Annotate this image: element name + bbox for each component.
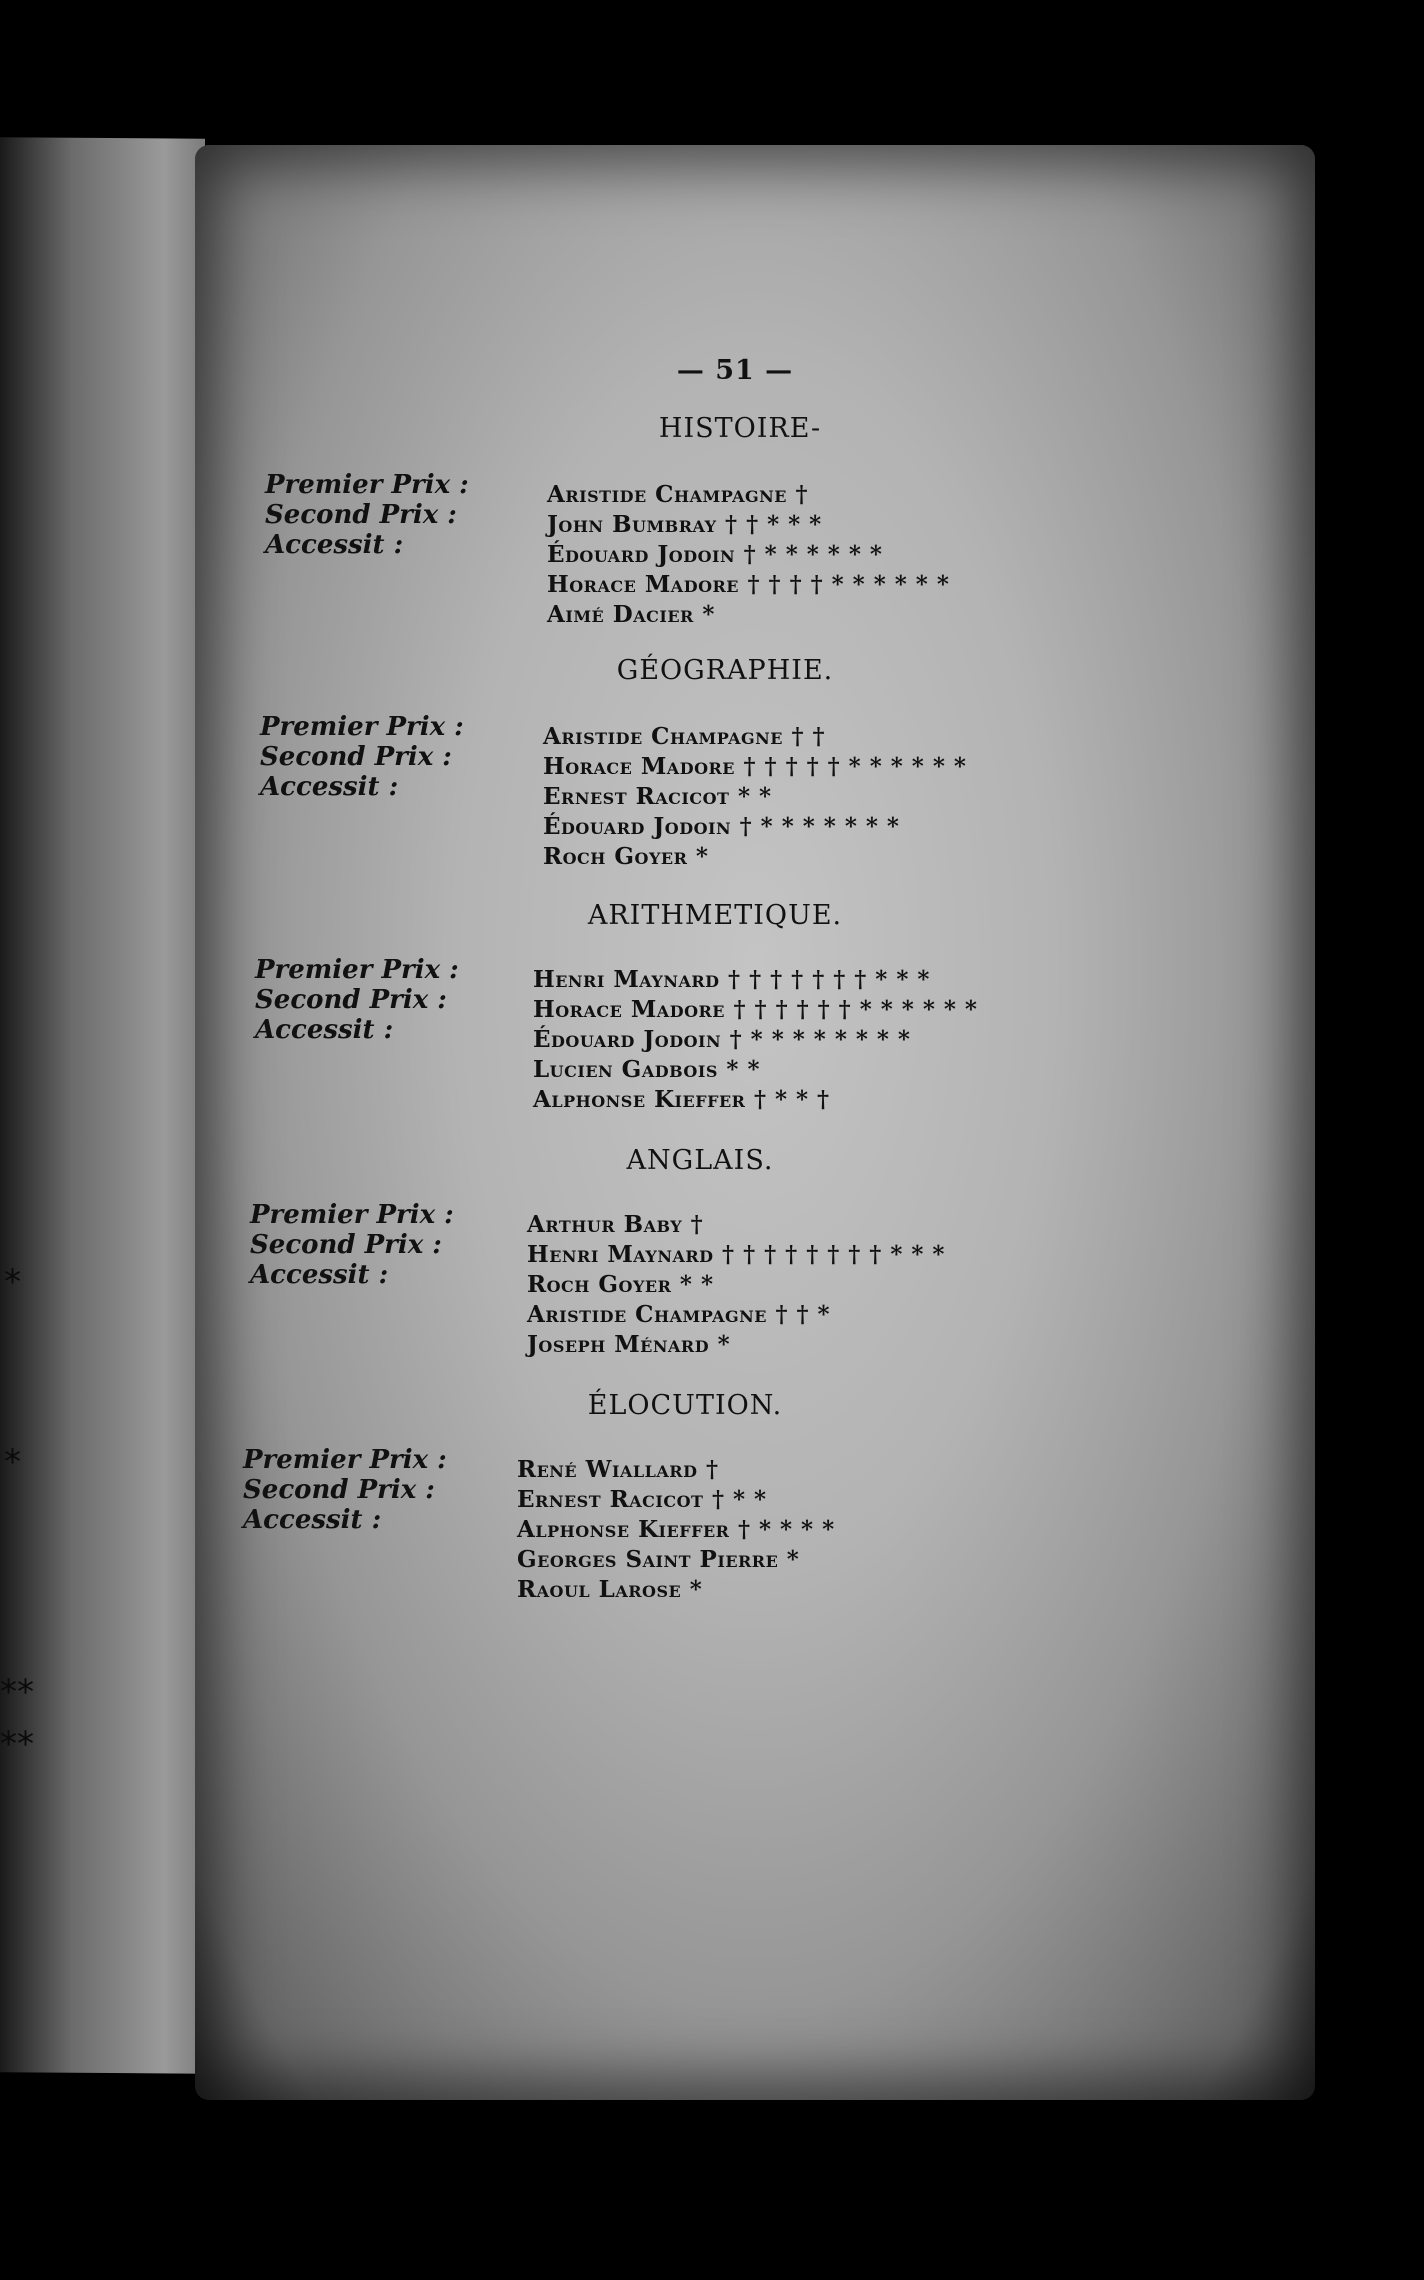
prize-labels	[255, 955, 495, 1045]
left-page-edge	[0, 137, 205, 2073]
winner-entry: Joseph Ménard *	[527, 1331, 731, 1358]
prize-labels	[265, 470, 505, 560]
winner-entry: John Bumbray † † * * *	[547, 511, 822, 538]
accessit-label: Accessit :	[255, 1015, 394, 1045]
prize-labels	[260, 712, 500, 802]
winner-entry: Lucien Gadbois * *	[533, 1056, 760, 1083]
winner-entry: Horace Madore † † † † † † * * * * * *	[533, 996, 978, 1023]
winner-entry: Horace Madore † † † † † * * * * * *	[543, 753, 967, 780]
book-page	[195, 145, 1315, 2100]
winner-entry: Édouard Jodoin † * * * * * * *	[543, 813, 900, 840]
winner-entry: Raoul Larose *	[517, 1576, 703, 1603]
winner-entry: Alphonse Kieffer † * * †	[533, 1086, 830, 1113]
winner-entry: Henri Maynard † † † † † † † * * *	[533, 966, 930, 993]
winner-entry: Horace Madore † † † † * * * * * *	[547, 571, 950, 598]
winner-entry: Aristide Champagne † †	[543, 723, 826, 750]
accessit-label: Accessit :	[250, 1260, 389, 1290]
winner-entry: Ernest Racicot † * *	[517, 1486, 767, 1513]
accessit-label: Accessit :	[265, 530, 404, 560]
page-number: — 51 —	[676, 355, 794, 386]
winner-list	[543, 722, 1103, 872]
winner-entry: Édouard Jodoin † * * * * * * * *	[533, 1026, 911, 1053]
winner-entry: Édouard Jodoin † * * * * * *	[547, 541, 883, 568]
premier-prix-label: Premier Prix :	[260, 712, 464, 742]
left-page-mark: **	[0, 1724, 34, 1765]
section-title: ÉLOCUTION.	[587, 1390, 783, 1421]
winner-entry: Aristide Champagne †	[547, 481, 808, 508]
section-title: ANGLAIS.	[626, 1145, 774, 1176]
left-page-mark: *	[4, 1262, 21, 1303]
winner-entry: Aimé Dacier *	[547, 601, 715, 628]
winner-entry: Ernest Racicot * *	[543, 783, 772, 810]
prize-labels	[243, 1445, 483, 1535]
second-prix-label: Second Prix :	[243, 1475, 435, 1505]
section-title: GÉOGRAPHIE.	[616, 655, 834, 686]
premier-prix-label: Premier Prix :	[243, 1445, 447, 1475]
section-title: ARITHMETIQUE.	[587, 900, 843, 931]
section-title: HISTOIRE-	[658, 413, 822, 444]
winner-entry: Henri Maynard † † † † † † † † * * *	[527, 1241, 945, 1268]
winner-entry: Roch Goyer *	[543, 843, 709, 870]
winner-entry: Alphonse Kieffer † * * * *	[517, 1516, 835, 1543]
winner-entry: René Wiallard †	[517, 1456, 719, 1483]
winner-list	[547, 480, 1107, 630]
second-prix-label: Second Prix :	[260, 742, 452, 772]
accessit-label: Accessit :	[260, 772, 399, 802]
prize-labels	[250, 1200, 490, 1290]
second-prix-label: Second Prix :	[255, 985, 447, 1015]
winner-entry: Roch Goyer * *	[527, 1271, 714, 1298]
winner-list	[517, 1455, 1077, 1605]
second-prix-label: Second Prix :	[250, 1230, 442, 1260]
winner-entry: Arthur Baby †	[527, 1211, 704, 1238]
second-prix-label: Second Prix :	[265, 500, 457, 530]
premier-prix-label: Premier Prix :	[250, 1200, 454, 1230]
winner-list	[533, 965, 1093, 1115]
winner-entry: Aristide Champagne † † *	[527, 1301, 831, 1328]
premier-prix-label: Premier Prix :	[255, 955, 459, 985]
left-page-mark: **	[0, 1672, 34, 1713]
winner-list	[527, 1210, 1087, 1360]
premier-prix-label: Premier Prix :	[265, 470, 469, 500]
accessit-label: Accessit :	[243, 1505, 382, 1535]
winner-entry: Georges Saint Pierre *	[517, 1546, 800, 1573]
left-page-mark: *	[4, 1442, 21, 1483]
